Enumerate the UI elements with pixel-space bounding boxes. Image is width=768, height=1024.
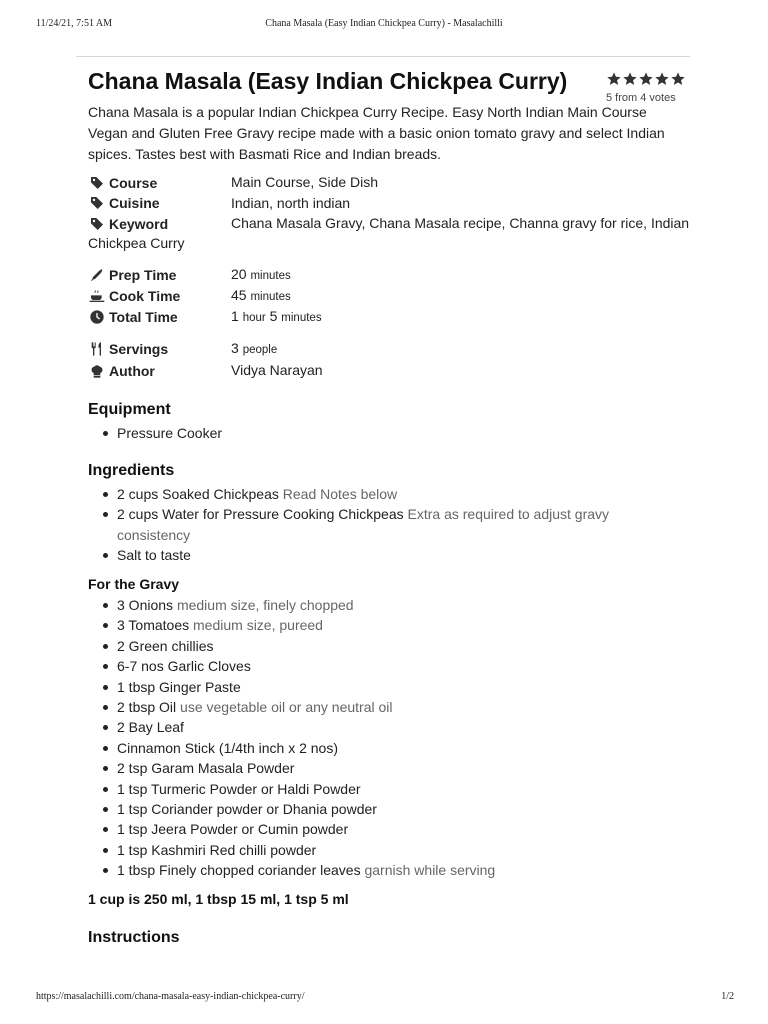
list-item: 1 tsp Kashmiri Red chilli powder <box>88 840 688 860</box>
print-page-title: Chana Masala (Easy Indian Chickpea Curry) - Masalachilli <box>265 18 503 29</box>
recipe-rating[interactable] <box>606 71 686 104</box>
instructions-heading: Instructions <box>88 929 180 946</box>
list-item: 1 tbsp Ginger Paste <box>88 677 688 697</box>
top-divider <box>76 56 690 57</box>
meta-servings-label: Servings <box>109 340 169 357</box>
meta-prep-value: 20 minutes <box>231 266 291 282</box>
meta-cuisine <box>88 195 688 216</box>
print-footer <box>0 991 768 1005</box>
meta-keyword <box>88 215 688 256</box>
meta-author <box>88 362 688 383</box>
meta-cook-value: 45 minutes <box>231 287 291 303</box>
meta-cuisine-value: Indian, north indian <box>231 194 351 211</box>
star-icon[interactable] <box>670 71 686 87</box>
print-page-number: 1/2 <box>721 991 734 1002</box>
rating-votes: 5 from 4 votes <box>606 92 676 104</box>
meta-total-value: 1 hour 5 minutes <box>231 308 322 324</box>
star-icon[interactable] <box>654 71 670 87</box>
meta-keyword-value-wrap: Chickpea Curry <box>88 235 185 251</box>
list-item: 2 cups Soaked Chickpeas Read Notes below <box>88 484 688 504</box>
meta-course-label: Course <box>109 174 158 191</box>
equipment-heading: Equipment <box>88 401 171 418</box>
list-item: 3 Tomatoes medium size, pureed <box>88 615 688 635</box>
ingredients-list <box>88 484 688 566</box>
meta-total-label: Total Time <box>109 308 178 325</box>
tag-icon <box>88 215 105 232</box>
meta-author-label: Author <box>109 362 155 379</box>
gravy-ingredients-list <box>88 595 688 881</box>
star-icon[interactable] <box>622 71 638 87</box>
rating-stars[interactable] <box>606 71 686 87</box>
list-item: 6-7 nos Garlic Cloves <box>88 656 688 676</box>
list-item: Cinnamon Stick (1/4th inch x 2 nos) <box>88 738 688 758</box>
list-item: 1 tsp Coriander powder or Dhania powder <box>88 799 688 819</box>
knife-icon <box>88 266 105 283</box>
list-item: 1 tbsp Finely chopped coriander leaves garnish while serving <box>88 860 688 880</box>
gravy-heading: For the Gravy <box>88 576 180 592</box>
list-item: 2 cups Water for Pressure Cooking Chickpeas Extra as required to adjust gravy consistency <box>88 504 688 545</box>
meta-keyword-value: Chana Masala Gravy, Chana Masala recipe, Channa gravy for rice, Indian <box>231 215 690 231</box>
meta-prep-label: Prep Time <box>109 266 177 283</box>
list-item: 2 Green chillies <box>88 636 688 656</box>
recipe-servings-author <box>88 340 688 383</box>
equipment-list <box>88 423 688 443</box>
star-icon[interactable] <box>606 71 622 87</box>
clock-icon <box>88 308 105 325</box>
list-item: 2 Bay Leaf <box>88 717 688 737</box>
meta-prep-time <box>88 266 688 287</box>
unit-conversion-note: 1 cup is 250 ml, 1 tbsp 15 ml, 1 tsp 5 ml <box>88 891 349 907</box>
meta-servings-value: 3 people <box>231 340 278 356</box>
recipe-times <box>88 266 688 329</box>
tag-icon <box>88 174 105 191</box>
meta-cook-label: Cook Time <box>109 287 181 304</box>
meta-cook-time <box>88 287 688 308</box>
list-item: 3 Onions medium size, finely chopped <box>88 595 688 615</box>
list-item: 2 tbsp Oil use vegetable oil or any neutral oil <box>88 697 688 717</box>
pot-icon <box>88 287 105 304</box>
print-header <box>0 18 768 32</box>
meta-keyword-label: Keyword <box>109 215 169 232</box>
meta-author-value: Vidya Narayan <box>231 362 323 378</box>
meta-cuisine-label: Cuisine <box>109 195 160 211</box>
recipe-title: Chana Masala (Easy Indian Chickpea Curry) <box>88 68 568 94</box>
tag-icon <box>88 195 105 212</box>
list-item: 2 tsp Garam Masala Powder <box>88 758 688 778</box>
recipe-summary: Chana Masala is a popular Indian Chickpea Curry Recipe. Easy North Indian Main Course Vegan and Gluten Free Gravy recipe made with a basic onion tomato gravy and select Indian spices. Tastes best with Basmati Rice and Indian breads. <box>88 104 665 162</box>
list-item: 1 tsp Turmeric Powder or Haldi Powder <box>88 779 688 799</box>
utensils-icon <box>88 340 105 357</box>
star-icon[interactable] <box>638 71 654 87</box>
meta-total-time <box>88 308 688 329</box>
print-datetime: 11/24/21, 7:51 AM <box>36 18 113 29</box>
list-item: Pressure Cooker <box>88 423 688 443</box>
meta-course <box>88 174 688 195</box>
recipe-tags <box>88 174 688 256</box>
print-url: https://masalachilli.com/chana-masala-easy-indian-chickpea-curry/ <box>36 991 305 1002</box>
list-item: Salt to taste <box>88 545 688 565</box>
chef-hat-icon <box>88 362 105 379</box>
meta-course-value: Main Course, Side Dish <box>231 174 379 190</box>
meta-servings <box>88 340 688 362</box>
ingredients-heading: Ingredients <box>88 462 175 479</box>
list-item: 1 tsp Jeera Powder or Cumin powder <box>88 819 688 839</box>
